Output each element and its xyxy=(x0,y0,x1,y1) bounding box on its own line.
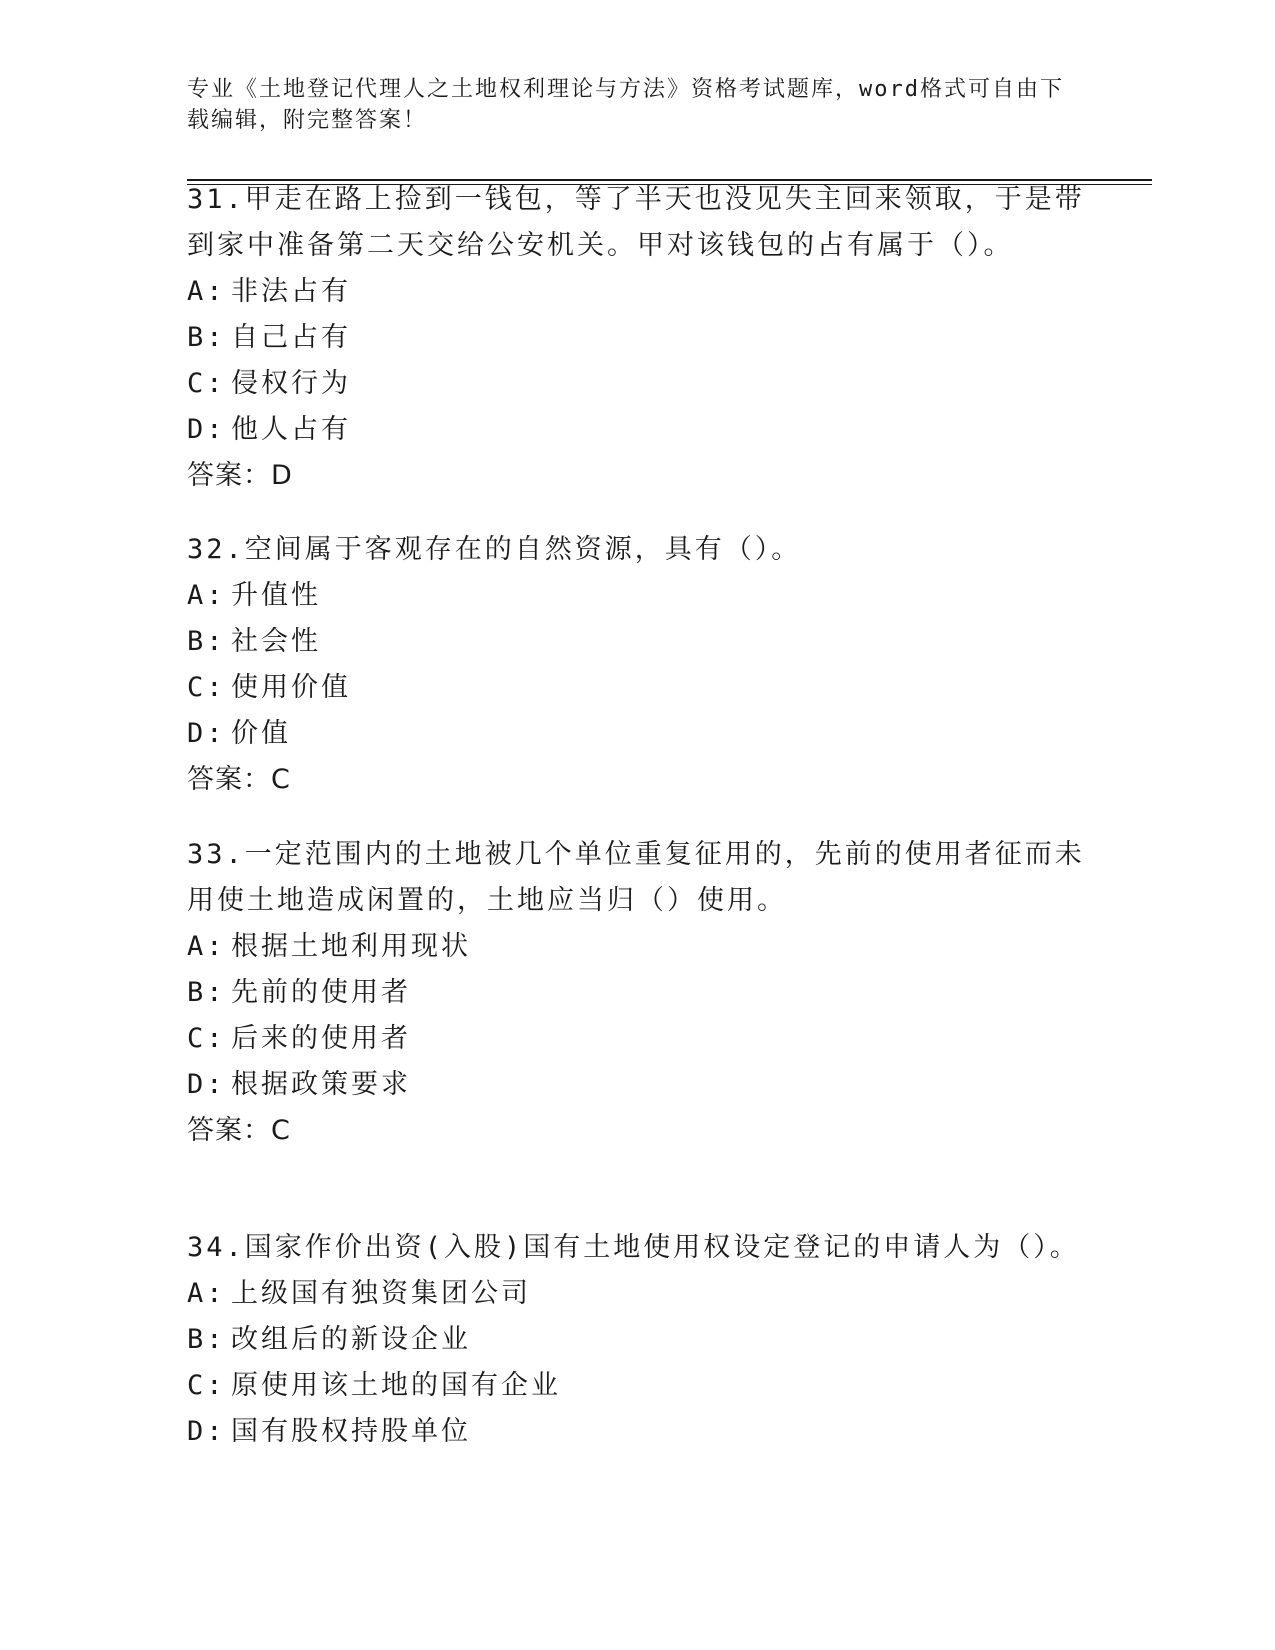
option-letter: B: xyxy=(187,626,226,657)
option-letter: D: xyxy=(187,414,226,445)
question-text: 空间属于客观存在的自然资源，具有（）。 xyxy=(244,534,802,565)
option-letter: D: xyxy=(187,718,226,749)
question-number: 33. xyxy=(187,839,245,870)
option-text: 他人占有 xyxy=(231,414,351,445)
option-text: 侵权行为 xyxy=(231,368,351,399)
option-text: 使用价值 xyxy=(231,672,351,703)
answer-line: 答案：C xyxy=(187,1115,291,1146)
option-letter: A: xyxy=(187,276,226,307)
question-number: 32. xyxy=(187,534,245,565)
option-text: 后来的使用者 xyxy=(231,1023,411,1054)
option-text: 国有股权持股单位 xyxy=(231,1416,471,1447)
question-stem xyxy=(187,832,1087,924)
option-text: 非法占有 xyxy=(231,276,351,307)
option-c xyxy=(187,1363,1087,1409)
option-letter: C: xyxy=(187,368,226,399)
question-text: 国家作价出资(入股)国有土地使用权设定登记的申请人为（）。 xyxy=(244,1232,1080,1263)
option-letter: A: xyxy=(187,1278,226,1309)
option-text: 根据土地利用现状 xyxy=(231,931,471,962)
option-d xyxy=(187,1062,1087,1108)
option-d xyxy=(187,1409,1087,1455)
option-letter: B: xyxy=(187,1324,226,1355)
option-letter: D: xyxy=(187,1069,226,1100)
option-a xyxy=(187,924,1087,970)
answer-line: 答案：D xyxy=(187,460,293,491)
question-number: 31. xyxy=(187,184,245,215)
question-32 xyxy=(187,527,1087,803)
option-b xyxy=(187,970,1087,1016)
option-letter: C: xyxy=(187,1370,226,1401)
option-letter: C: xyxy=(187,1023,226,1054)
option-letter: B: xyxy=(187,322,226,353)
option-c xyxy=(187,665,1087,711)
option-text: 社会性 xyxy=(231,626,321,657)
option-text: 根据政策要求 xyxy=(231,1069,411,1100)
option-b xyxy=(187,1317,1087,1363)
header-text: 专业《土地登记代理人之土地权利理论与方法》资格考试题库，word格式可自由下载编辑，附完整答案！ xyxy=(187,77,1064,133)
answer-line: 答案：C xyxy=(187,764,291,795)
option-text: 先前的使用者 xyxy=(231,977,411,1008)
question-stem xyxy=(187,1225,1087,1271)
option-a xyxy=(187,1271,1087,1317)
option-letter: D: xyxy=(187,1416,226,1447)
option-letter: C: xyxy=(187,672,226,703)
option-c xyxy=(187,1016,1087,1062)
question-31 xyxy=(187,177,1087,499)
option-b xyxy=(187,315,1087,361)
option-b xyxy=(187,619,1087,665)
question-stem xyxy=(187,177,1087,269)
question-33 xyxy=(187,832,1087,1154)
option-text: 上级国有独资集团公司 xyxy=(231,1278,531,1309)
option-text: 改组后的新设企业 xyxy=(231,1324,471,1355)
option-a xyxy=(187,573,1087,619)
option-letter: A: xyxy=(187,580,226,611)
option-text: 自己占有 xyxy=(231,322,351,353)
option-text: 价值 xyxy=(231,718,291,749)
question-text: 甲走在路上捡到一钱包，等了半天也没见失主回来领取，于是带到家中准备第二天交给公安机关。甲对该钱包的占有属于（）。 xyxy=(187,184,1085,261)
option-d xyxy=(187,407,1087,453)
option-letter: A: xyxy=(187,931,226,962)
option-a xyxy=(187,269,1087,315)
question-text: 一定范围内的土地被几个单位重复征用的，先前的使用者征而未用使土地造成闲置的，土地应当归（）使用。 xyxy=(187,839,1085,916)
question-34 xyxy=(187,1225,1087,1455)
question-stem xyxy=(187,527,1087,573)
option-text: 原使用该土地的国有企业 xyxy=(231,1370,561,1401)
document-header xyxy=(187,74,1067,136)
question-number: 34. xyxy=(187,1232,245,1263)
option-d xyxy=(187,711,1087,757)
option-text: 升值性 xyxy=(231,580,321,611)
option-letter: B: xyxy=(187,977,226,1008)
option-c xyxy=(187,361,1087,407)
